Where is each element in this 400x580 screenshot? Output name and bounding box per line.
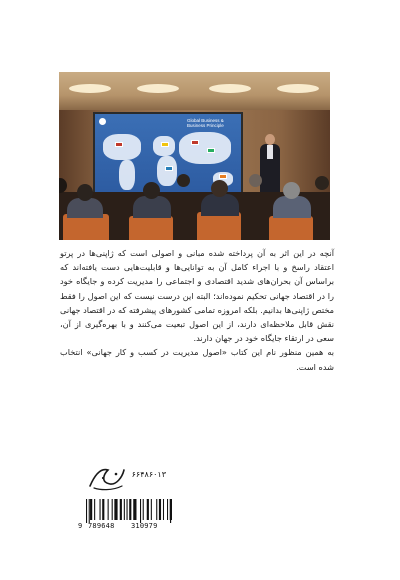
barcode-bar: [112, 499, 113, 520]
barcode-bar: [151, 499, 152, 520]
barcode-bar: [94, 499, 95, 520]
body-paragraph: آنچه در این اثر به آن پرداخته شده مبانی و اصولی است که ژاپنی‌ها در پرتو اعتقاد راسخ و با اجراء کامل آن به توانایی‌ها و قابلیت‌هایی دست یافته‌اند که براساس آن بحران‌های شدید اقتصادی و اجتماعی را مدیریت کرده و جایگاه خود را در اقتصاد جهانی تحکیم نموده‌اند؛ البته این درست نیست که این اصول را فقط مختص ژاپنی‌ها بدانیم. بلکه امروزه تمامی کشورهای پیشرفته که در اقتصاد جهانی نقش قابل ملاحظه‌ای دارند، از این اصول تبعیت می‌کنند و با بهره‌گیری از آن، سعی در ارتقاء جایگاه خود در جهان دارند.: [60, 248, 334, 344]
barcode-group-2: 310979: [131, 522, 158, 530]
flag-icon: [115, 142, 123, 147]
presenter-head: [265, 134, 275, 145]
barcode-bar: [159, 499, 161, 520]
attendee-head: [283, 182, 300, 199]
map-continent: [179, 132, 231, 164]
flag-icon: [219, 174, 227, 179]
ceiling-light: [137, 84, 179, 93]
map-continent: [119, 160, 135, 190]
publisher-logo-icon: [86, 464, 128, 494]
barcode-group-1: 789648: [88, 522, 115, 530]
attendee-head: [211, 180, 228, 197]
barcode-bars: [84, 499, 172, 523]
barcode-bar: [163, 499, 164, 520]
chair: [269, 216, 313, 240]
ceiling-light: [69, 84, 111, 93]
ceiling-light: [209, 84, 251, 93]
audience: [59, 192, 330, 240]
attendee-head: [177, 174, 190, 187]
attendee: [273, 196, 311, 218]
flag-icon: [165, 166, 173, 171]
flag-icon: [161, 142, 169, 147]
attendee-head: [143, 182, 160, 199]
barcode-bar: [108, 499, 109, 520]
barcode-bar: [156, 499, 157, 520]
attendee-head: [315, 176, 329, 190]
barcode-bar: [89, 499, 90, 523]
barcode-bar: [86, 499, 87, 523]
attendee-head: [249, 174, 262, 187]
attendee: [67, 198, 103, 218]
barcode-bar: [133, 499, 136, 520]
isbn-persian: ۶۶۴۸۶۰۱۳: [131, 470, 166, 479]
flag-icon: [191, 140, 199, 145]
seminar-photo: [59, 72, 330, 240]
barcode-bar: [140, 499, 141, 523]
barcode-bar: [167, 499, 168, 520]
back-cover-text: [60, 246, 334, 374]
barcode-bar: [114, 499, 117, 520]
attendee: [133, 196, 171, 218]
barcode-bar: [143, 499, 144, 520]
barcode-bar: [147, 499, 149, 520]
barcode-bar: [124, 499, 125, 520]
barcode-bar: [129, 499, 131, 520]
barcode-bar: [90, 499, 92, 520]
barcode-bar: [120, 499, 122, 520]
body-paragraph: به همین منظور نام این کتاب «اصول مدیریت در کسب و کار جهانی» انتخاب شده است.: [60, 347, 334, 372]
presenter-shirt: [267, 145, 273, 159]
barcode-bar: [100, 499, 101, 520]
map-continent: [103, 134, 141, 160]
map-continent: [157, 156, 177, 186]
barcode-bar: [127, 499, 128, 520]
ceiling-light: [277, 84, 319, 93]
barcode-bar: [102, 499, 104, 520]
attendee: [201, 194, 239, 216]
barcode-first-digit: 9: [78, 522, 83, 530]
flag-icon: [207, 148, 215, 153]
screen-logo-icon: [99, 118, 106, 125]
chair: [129, 216, 173, 240]
photo-ceiling: [59, 72, 330, 114]
barcode: [78, 491, 172, 530]
attendee-head: [77, 184, 93, 201]
screen-title: Global Business & Business Principle: [187, 118, 224, 128]
chair: [197, 212, 241, 240]
barcode-bar: [170, 499, 171, 523]
